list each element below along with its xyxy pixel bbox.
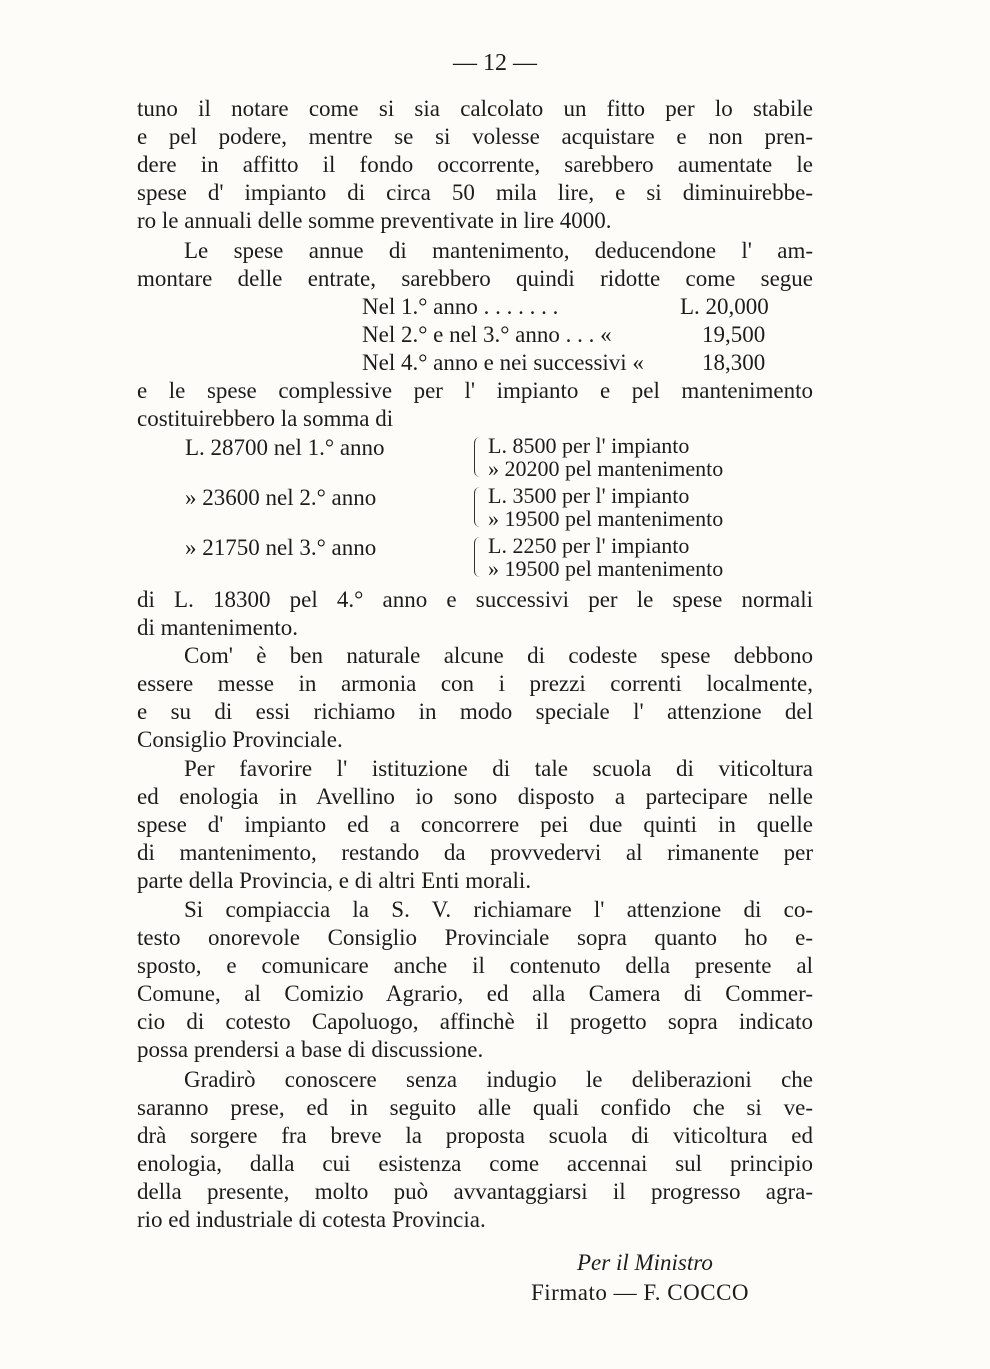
breakdown-impianto: L. 2250 per l' impianto [488,533,690,558]
brace-icon [474,487,485,527]
text-line: saranno prese, ed in seguito alle quali confido che si ve- [137,1095,813,1120]
breakdown-mantenimento: » 19500 pel mantenimento [488,556,724,581]
text-line: spese d' impianto ed a concorrere pei due quinti in quelle [137,812,813,837]
text-line: Comune, al Comizio Agrario, ed alla Camera di Commer- [137,981,813,1006]
text-line: di mantenimento, restando da provvedervi al rimanente per [137,840,813,865]
text-line: e le spese complessive per l' impianto e pel mantenimento [137,378,813,403]
text-line: drà sorgere fra breve la proposta scuola di viticoltura ed [137,1123,813,1148]
cost-amount: 19,500 [702,322,766,347]
cost-label: Nel 2.° e nel 3.° anno . . . « [362,322,612,347]
text-line: testo onorevole Consiglio Provinciale sopra quanto ho e- [137,925,813,950]
text-line: cio di cotesto Capoluogo, affinchè il progetto sopra indicato [137,1009,813,1034]
breakdown-total: L. 28700 nel 1.° anno [185,435,385,460]
text-line: e pel podere, mentre se si volesse acquistare e non pren- [137,124,813,149]
text-line: Consiglio Provinciale. [137,727,343,752]
cost-row [362,293,810,321]
brace-icon [474,437,485,477]
text-line: della presente, molto può avvantaggiarsi il progresso agra- [137,1179,813,1204]
text-line: parte della Provincia, e di altri Enti morali. [137,868,532,893]
signature-role: Per il Ministro [577,1250,713,1275]
text-line: Com' è ben naturale alcune di codeste spese debbono [184,643,813,668]
breakdown-impianto: L. 3500 per l' impianto [488,483,690,508]
text-line: sposto, e comunicare anche il contenuto della presente al [137,953,813,978]
text-line: Si compiaccia la S. V. richiamare l' attenzione di co- [184,897,813,922]
text-line: Gradirò conoscere senza indugio le deliberazioni che [184,1067,813,1092]
cost-amount: L. 20,000 [680,294,769,319]
text-line: Per favorire l' istituzione di tale scuola di viticoltura [184,756,813,781]
text-line: enologia, dalla cui esistenza come accennai sul principio [137,1151,813,1176]
breakdown-mantenimento: » 19500 pel mantenimento [488,506,724,531]
cost-row [362,321,810,349]
text-line: dere in affitto il fondo occorrente, sarebbero aumentate le [137,152,813,177]
cost-label: Nel 1.° anno . . . . . . . [362,294,559,319]
page-number: — 12 — [453,50,537,76]
text-line: rio ed industriale di cotesta Provincia. [137,1207,486,1232]
text-line: possa prendersi a base di discussione. [137,1037,484,1062]
text-line: essere messe in armonia con i prezzi correnti localmente, [137,671,813,696]
text-line: ro le annuali delle somme preventivate in lire 4000. [137,208,612,233]
breakdown-impianto: L. 8500 per l' impianto [488,433,690,458]
cost-label: Nel 4.° anno e nei successivi « [362,350,644,375]
breakdown-total: » 21750 nel 3.° anno [185,535,377,560]
text-line: spese d' impianto di circa 50 mila lire, e si diminuirebbe- [137,180,813,205]
signature-name: Firmato — F. COCCO [531,1280,750,1305]
breakdown-total: » 23600 nel 2.° anno [185,485,377,510]
cost-row [362,349,810,377]
brace-icon [474,537,485,577]
text-line: ed enologia in Avellino io sono disposto a partecipare nelle [137,784,813,809]
cost-amount: 18,300 [702,350,766,375]
breakdown-mantenimento: » 20200 pel mantenimento [488,456,724,481]
text-line: e su di essi richiamo in modo speciale l' attenzione del [137,699,813,724]
text-line: di mantenimento. [137,615,298,640]
text-line: costituirebbero la somma di [137,406,394,431]
text-line: montare delle entrate, sarebbero quindi ridotte come segue [137,266,813,291]
text-line: Le spese annue di mantenimento, deducendone l' am- [184,238,813,263]
text-line: di L. 18300 pel 4.° anno e successivi per le spese normali [137,587,813,612]
text-line: tuno il notare come si sia calcolato un fitto per lo stabile [137,96,813,121]
